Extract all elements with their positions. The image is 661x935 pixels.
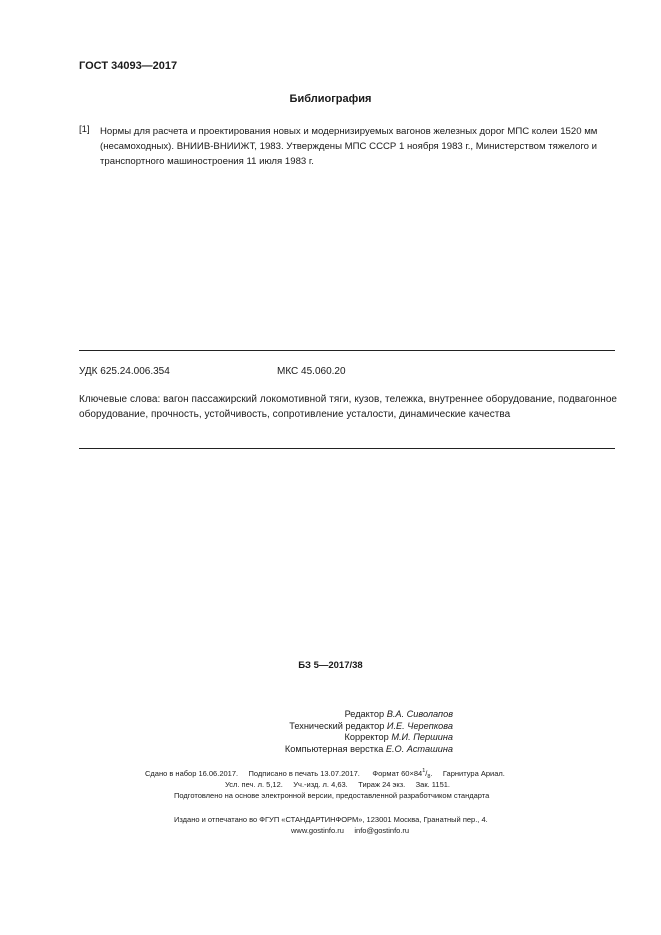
typeface: Гарнитура Ариал. [442,769,505,778]
credit-layout [200,744,453,754]
credit-role: Технический редактор [289,721,385,731]
signed-date: Подписано в печать 13.07.2017. [248,769,360,778]
credit-person: Е.О. Асташина [385,744,453,754]
udk-code: УДК 625.24.006.354 [79,366,170,377]
credit-role: Компьютерная верстка [284,744,384,754]
imprint-line-1 [145,768,505,780]
bibliography-title: Библиография [289,93,372,105]
credit-tech-editor [200,721,453,731]
standard-number: ГОСТ 34093—2017 [79,60,178,72]
credit-editor [200,709,453,719]
keywords: Ключевые слова: вагон пассажирский локомотивной тяги, кузов, тележка, внутреннее оборудование, подвагонное оборудование, прочность, устойчивость, сопротивление усталости, динамические качества [79,394,618,420]
publishing-sheets: Уч.-изд. л. 4,63. [293,780,348,789]
prepared-note: Подготовлено на основе электронной версии, предоставленной разработчиком стандарта [174,791,490,800]
divider-top [79,350,615,351]
divider-bottom [79,448,615,449]
credit-person: М.И. Першина [391,732,453,742]
reference-text: Нормы для расчета и проектирования новых и модернизируемых вагонов железных дорог МПС колеи 1520 мм (несамоходных). ВНИИВ-ВНИИЖТ, 1983. Утверждены МПС СССР 1 ноября 1983 г., Министерством тяжелого и транспортного машиностроения 11 июля 1983 г. [100,126,598,167]
website-link[interactable]: www.gostinfo.ru [291,826,344,835]
email-link[interactable]: info@gostinfo.ru [354,826,410,835]
credit-person: И.Е. Черепкова [386,721,453,731]
credit-role: Корректор [344,732,389,742]
print-run: Тираж 24 экз. [358,780,406,789]
bz-number: БЗ 5—2017/38 [298,660,363,671]
order-number: Зак. 1151. [415,780,451,789]
credit-proofreader [200,732,453,742]
imprint-line-2 [225,780,450,789]
credit-person: В.А. Сиволапов [386,709,453,719]
credit-role: Редактор [344,709,385,719]
publisher-info: Издано и отпечатано во ФГУП «СТАНДАРТИНФОРМ», 123001 Москва, Гранатный пер., 4. [174,815,488,824]
paper-format: Формат $60\times 84^1/_8$. [372,768,433,780]
printed-sheets: Усл. печ. л. 5,12. [225,780,283,789]
contacts [291,826,409,835]
mks-code: МКС 45.060.20 [277,366,346,377]
submitted-date: Сдано в набор 16.06.2017. [145,769,239,778]
reference-number: [1] [79,124,90,135]
